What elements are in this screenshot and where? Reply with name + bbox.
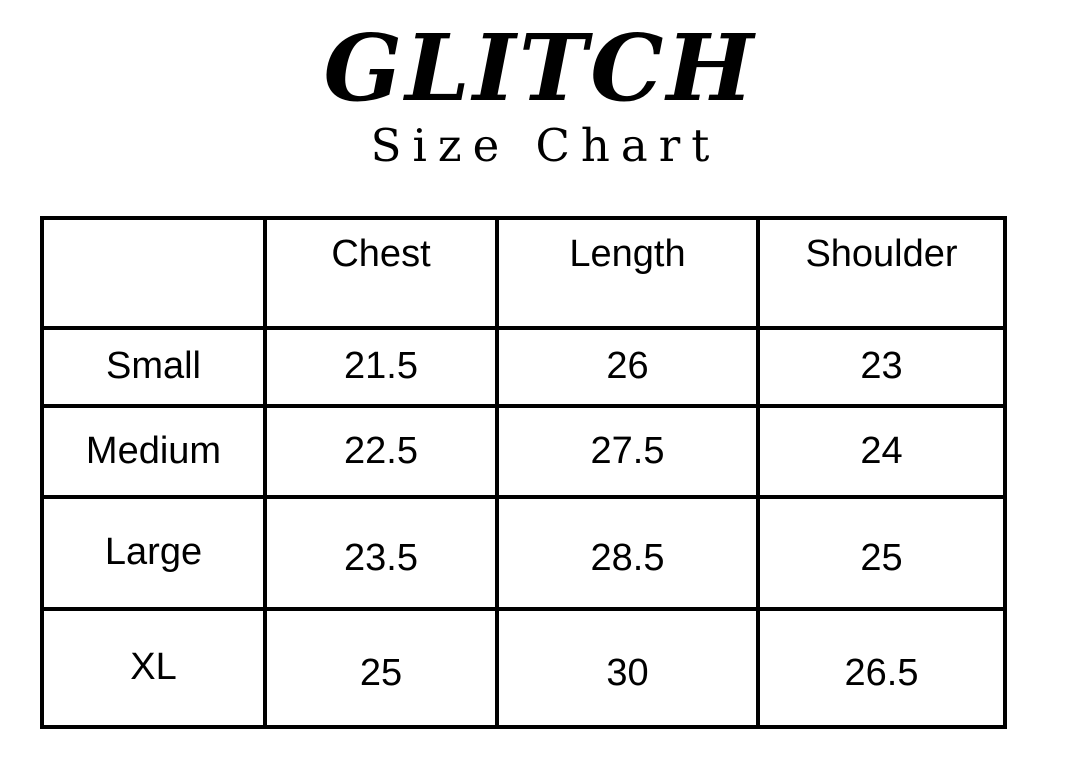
cell-xl-length: 30 — [497, 609, 758, 727]
page-title: Size Chart — [370, 118, 721, 172]
row-label-medium: Medium — [42, 406, 265, 497]
cell-medium-length: 27.5 — [497, 406, 758, 497]
row-label-large: Large — [42, 497, 265, 609]
column-header-length: Length — [497, 218, 758, 328]
column-header-shoulder: Shoulder — [758, 218, 1005, 328]
cell-large-chest: 23.5 — [265, 497, 497, 609]
row-label-xl: XL — [42, 609, 265, 727]
column-header-chest: Chest — [265, 218, 497, 328]
cell-medium-shoulder: 24 — [758, 406, 1005, 497]
blank-corner-cell — [42, 218, 265, 328]
row-label-small: Small — [42, 328, 265, 406]
cell-small-chest: 21.5 — [265, 328, 497, 406]
cell-xl-chest: 25 — [265, 609, 497, 727]
cell-medium-chest: 22.5 — [265, 406, 497, 497]
brand-title: GLITCH — [323, 14, 757, 122]
cell-small-length: 26 — [497, 328, 758, 406]
cell-large-length: 28.5 — [497, 497, 758, 609]
table-row-xl — [42, 609, 1005, 727]
table-row-small — [42, 328, 1005, 406]
table-row-medium — [42, 406, 1005, 497]
cell-small-shoulder: 23 — [758, 328, 1005, 406]
table-row-large — [42, 497, 1005, 609]
cell-large-shoulder: 25 — [758, 497, 1005, 609]
cell-xl-shoulder: 26.5 — [758, 609, 1005, 727]
table-header-row — [42, 218, 1005, 328]
size-chart-table — [40, 216, 1007, 729]
